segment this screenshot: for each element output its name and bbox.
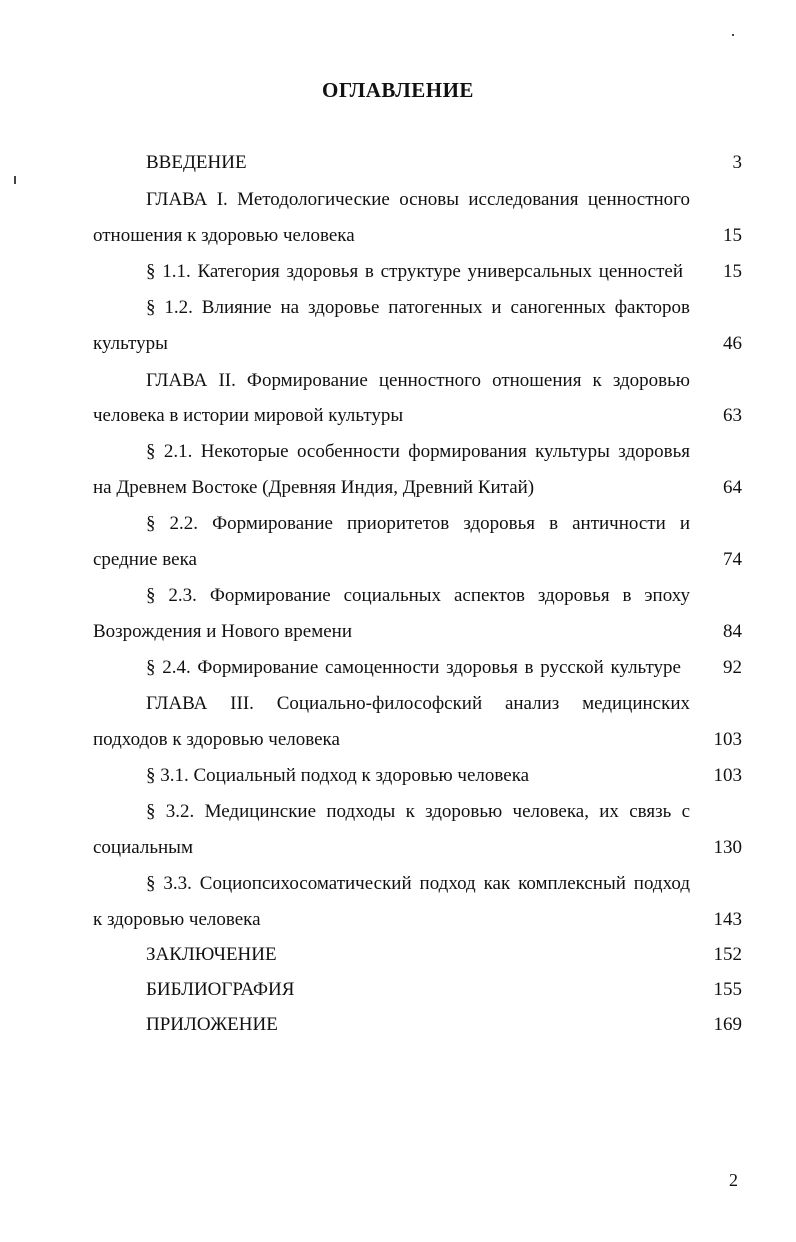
- toc-page-number: 103: [713, 729, 742, 750]
- toc-page-number: 92: [723, 657, 742, 678]
- toc-page-number: 46: [723, 333, 742, 354]
- toc-page-number: 103: [713, 765, 742, 786]
- toc-entry-section-2-2-cont: средние века: [93, 549, 197, 570]
- toc-entry-chapter-1: ГЛАВА I. Методологические основы исследования ценностного: [146, 189, 690, 210]
- toc-entry-chapter-2-cont: человека в истории мировой культуры: [93, 405, 404, 426]
- toc-entry-chapter-1-cont: отношения к здоровью человека: [93, 225, 355, 246]
- toc-entry-conclusion: ЗАКЛЮЧЕНИЕ: [146, 944, 277, 965]
- toc-entry-section-1-1: § 1.1. Категория здоровья в структуре универсальных ценностей: [146, 261, 683, 282]
- scan-dot: [732, 34, 734, 36]
- toc-entry-section-3-1: § 3.1. Социальный подход к здоровью человека: [146, 765, 530, 786]
- toc-entry-section-1-2-cont: культуры: [93, 333, 168, 354]
- toc-page-number: 155: [713, 979, 742, 1000]
- toc-entry-chapter-3-cont: подходов к здоровью человека: [93, 729, 340, 750]
- toc-page-number: 15: [723, 225, 742, 246]
- toc-page-number: 84: [723, 621, 742, 642]
- toc-entry-section-2-4: § 2.4. Формирование самоценности здоровья в русской культуре: [146, 657, 681, 678]
- scan-mark: [14, 176, 16, 184]
- page-title: ОГЛАВЛЕНИЕ: [322, 78, 474, 102]
- toc-entry-section-1-2: § 1.2. Влияние на здоровье патогенных и саногенных факторов: [146, 297, 690, 318]
- toc-entry-section-2-3-cont: Возрождения и Нового времени: [93, 621, 353, 642]
- toc-page-number: 130: [713, 837, 742, 858]
- page-number: 2: [729, 1170, 738, 1190]
- toc-entry-bibliography: БИБЛИОГРАФИЯ: [146, 979, 295, 1000]
- toc-entry-chapter-2: ГЛАВА II. Формирование ценностного отношения к здоровью: [146, 370, 690, 391]
- toc-entry-section-2-1: § 2.1. Некоторые особенности формирования культуры здоровья: [146, 441, 690, 462]
- toc-entry-section-3-3: § 3.3. Социопсихосоматический подход как комплексный подход: [146, 873, 690, 894]
- toc-page-number: 152: [713, 944, 742, 965]
- toc-entry-section-2-2: § 2.2. Формирование приоритетов здоровья в античности и: [146, 513, 690, 534]
- toc-page-number: 15: [723, 261, 742, 282]
- toc-page-number: 63: [723, 405, 742, 426]
- toc-entry-chapter-3: ГЛАВА III. Социально-философский анализ медицинских: [146, 693, 690, 714]
- toc-entry-section-3-2-cont: социальным: [93, 837, 193, 858]
- toc-page-number: 143: [713, 909, 742, 930]
- toc-entry-appendix: ПРИЛОЖЕНИЕ: [146, 1014, 278, 1035]
- toc-page-number: 74: [723, 549, 742, 570]
- toc-entry-section-3-3-cont: к здоровью человека: [93, 909, 261, 930]
- toc-entry-section-2-1-cont: на Древнем Востоке (Древняя Индия, Древний Китай): [93, 477, 535, 498]
- toc-entry-section-3-2: § 3.2. Медицинские подходы к здоровью человека, их связь с: [146, 801, 690, 822]
- toc-entry-section-2-3: § 2.3. Формирование социальных аспектов здоровья в эпоху: [146, 585, 690, 606]
- toc-entry-introduction: ВВЕДЕНИЕ: [146, 152, 247, 173]
- toc-page-number: 64: [723, 477, 742, 498]
- toc-page-number: 169: [713, 1014, 742, 1035]
- toc-page-number: 3: [732, 152, 742, 173]
